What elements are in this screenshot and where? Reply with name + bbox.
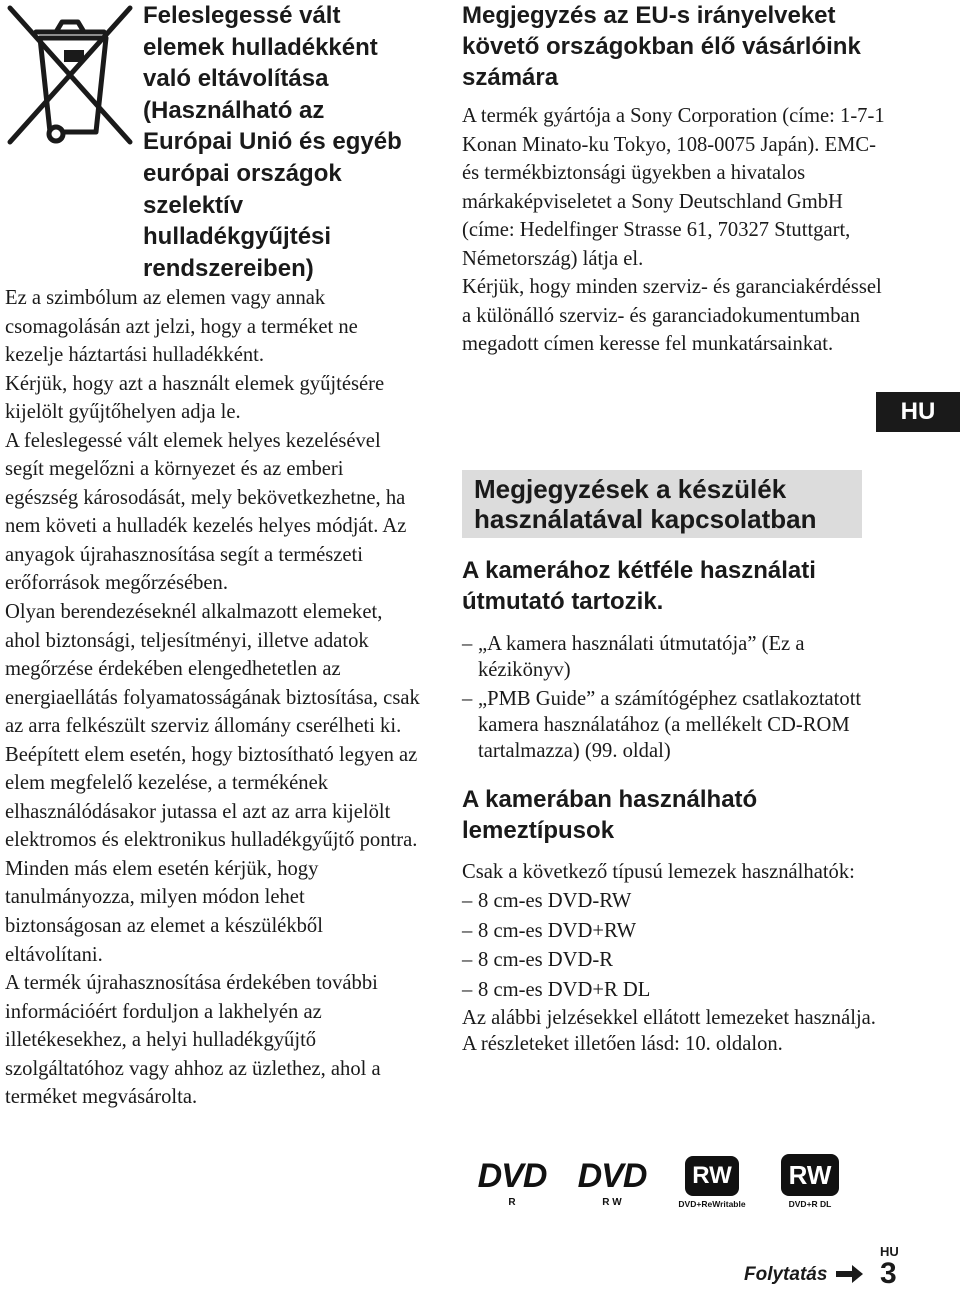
dvd-rw-logo: DVD R W [577,1157,647,1208]
list-item: – 8 cm-es DVD-RW [462,887,892,917]
disposal-heading: Feleslegessé vált elemek hulladékként való eltávolítása (Használható az Európai Unió és egyéb európai országok szelektív hulladékgyűjtési rendszereiben) [143,2,402,282]
guides-list [462,631,892,764]
paragraph: Ez a szimbólum az elemen vagy annak csomagolásán azt jelzi, hogy a terméket ne kezelje háztartási hulladékként. [5,287,358,367]
dvd-r-dl-logo: RW DVD+R DL [778,1154,842,1209]
disc-types-list [462,887,892,1005]
paragraph: Minden más elem esetén kérjük, hogy tanulmányozza, milyen módon lehet biztonságosan az elemet a készülékből eltávolítani. [5,857,323,966]
eu-note-paragraph: Kérjük, hogy minden szerviz- és garanciakérdéssel a különálló szerviz- és garanciadokumentumban megadott címen keresse fel munkatársainkat. [462,276,882,356]
eu-note-section [462,0,892,359]
eu-note-heading: Megjegyzés az EU-s irányelveket követő országokban élő vásárlóink számára [462,2,861,91]
list-item: – „PMB Guide” a számítógéphez csatlakoztatott kamera használatához (a mellékelt CD-ROM tartalmazza) (99. oldal) [462,686,892,764]
disposal-body [5,284,420,1112]
paragraph: Olyan berendezéseknél alkalmazott elemeket, ahol biztonsági, teljesítményi, illetve adatok megőrzése érdekében elengedhetetlen az energiaellátás folyamatosságának biztosítása, csak az arra felkészült szerviz állomány cserélheti ki. [5,601,420,738]
guides-heading: A kamerához kétféle használati útmutató tartozik. [462,557,816,615]
dvd-r-logo: DVD R [477,1157,547,1208]
continued-label: Folytatás [744,1264,828,1285]
section-heading-box: Megjegyzések a készülék használatával kapcsolatban [462,470,862,538]
crossed-out-wheelie-bin-icon [6,2,134,148]
arrow-right-icon [836,1264,864,1284]
list-item: – 8 cm-es DVD+R DL [462,976,892,1006]
disc-types-heading: A kamerában használható lemeztípusok [462,786,758,844]
eu-note-paragraph: A termék gyártója a Sony Corporation (címe: 1-7-1 Konan Minato-ku Tokyo, 108-0075 Japán). EMC- és termékbiztonsági ügyekben a hivatalos márkaképviseletet a Sony Deutschland GmbH (címe: Hedelfinger Strasse 61, 70327 Stuttgart, Németország) látja el. [462,105,885,270]
list-item: – „A kamera használati útmutatója” (Ez a kézikönyv) [462,631,892,683]
usage-notes-section [462,555,892,1057]
disc-intro: Csak a következő típusú lemezek használhatók: [462,861,855,883]
language-tab: HU [876,392,960,432]
list-item: – 8 cm-es DVD+RW [462,917,892,947]
page-language: HU [880,1244,899,1259]
paragraph: A feleslegessé vált elemek helyes kezelésével segít megelőzni a környezet és az emberi egészség károsodását, mely bekövetkezhetne, ha nem követi a hulladék kezelés helyes módját. Az anyagok újrahasznosítása segít a természeti erőforrások megőrzésében. [5,429,407,595]
disc-outro: Az alábbi jelzésekkel ellátott lemezeket használja. A részleteket illetően lásd: 10. oldalon. [462,1007,876,1055]
paragraph: Beépített elem esetén, hogy biztosítható legyen az elem megfelelő kezelése, a termékének elhasználódásakor jutassa el azt az arra kijelölt elektromos és elektronikus hulladékgyűjtő pontra. [5,743,418,852]
page-number: 3 [880,1257,897,1290]
dvd-rewritable-logo: RW DVD+ReWritable [676,1156,748,1209]
list-item: – 8 cm-es DVD-R [462,946,892,976]
paragraph: A termék újrahasznosítása érdekében további információért forduljon a lakhelyén az illetékesekhez, a helyi hulladékgyűjtő szolgáltatóhoz vagy ahhoz az üzlethez, ahol a terméket megvásárolta. [5,972,381,1109]
paragraph: Kérjük, hogy azt a használt elemek gyűjtésére kijelölt gyűjtőhelyen adja le. [5,372,385,424]
